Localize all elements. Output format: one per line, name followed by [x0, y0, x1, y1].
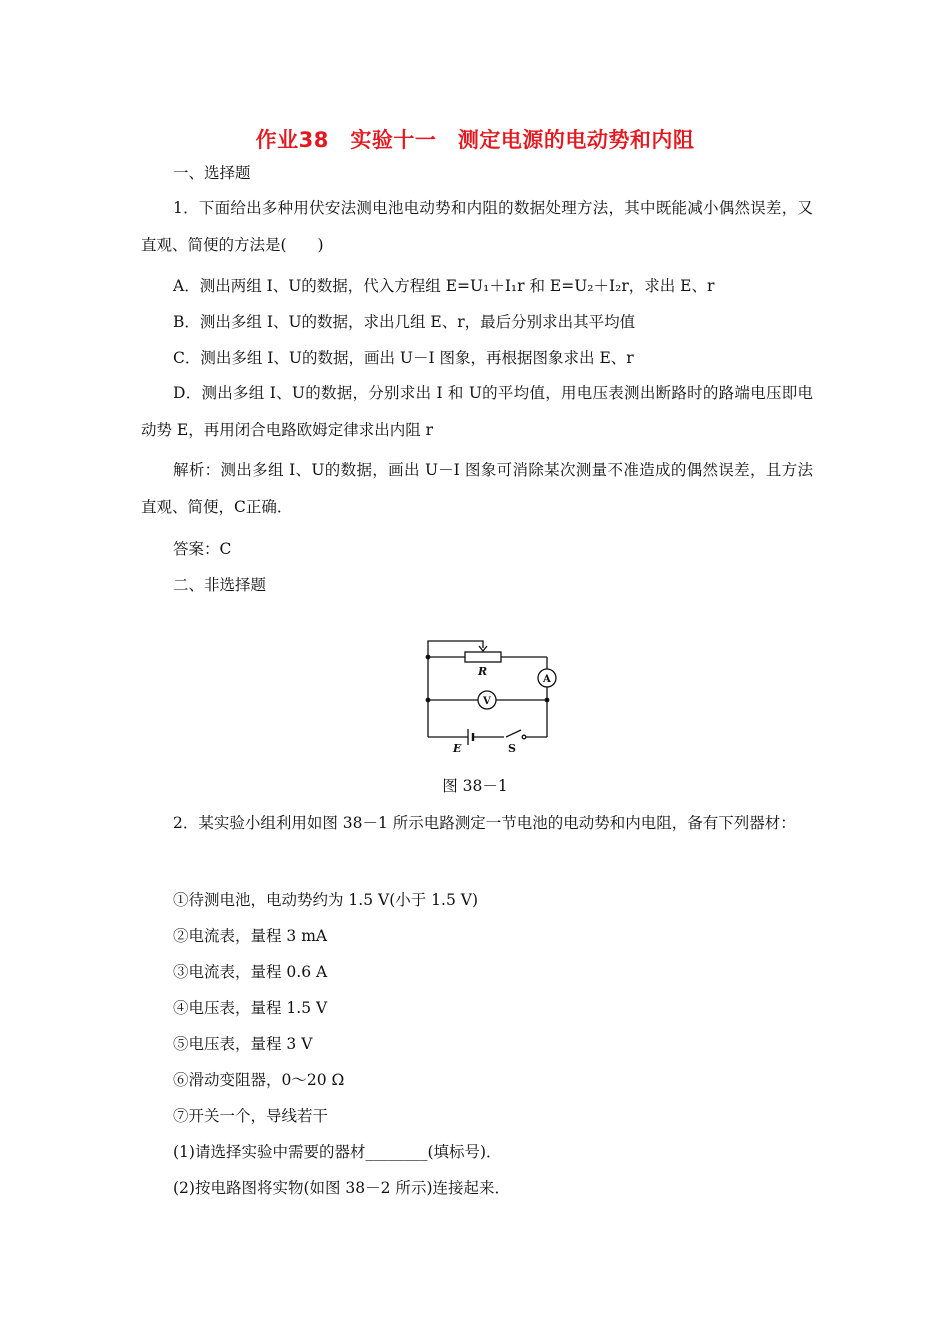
- section-heading-choice: 一、选择题: [173, 164, 251, 182]
- circuit-diagram: [420, 635, 570, 755]
- label-e: E: [453, 742, 462, 755]
- sub-question-2: (2)按电路图将实物(如图 38－2 所示)连接起来．: [173, 1179, 510, 1197]
- junction-dot: [426, 655, 431, 660]
- section-heading-nonchoice: 二、非选择题: [173, 576, 267, 594]
- rheostat-slider: [428, 641, 483, 657]
- label-a: A: [543, 674, 551, 685]
- option-d: D．测出多组 I、U的数据，分别求出 I 和 U的平均值，用电压表测出断路时的路端电压即电动势 E，再用闭合电路欧姆定律求出内阻 r: [141, 384, 813, 439]
- question-1-stem: 1．下面给出多种用伏安法测电池电动势和内阻的数据处理方法，其中既能减小偶然误差，又直观、简便的方法是( ): [141, 199, 813, 254]
- item-6: ⑥滑动变阻器，0～20 Ω: [173, 1071, 345, 1089]
- label-r: R: [478, 665, 488, 678]
- rheostat-body: [465, 652, 501, 662]
- item-7: ⑦开关一个，导线若干: [173, 1107, 329, 1125]
- junction-dot: [545, 698, 550, 703]
- option-b: B．测出多组 I、U的数据，求出几组 E、r，最后分别求出其平均值: [173, 313, 636, 331]
- item-2: ②电流表，量程 3 mA: [173, 927, 328, 945]
- option-c: C．测出多组 I、U的数据，画出 U－I 图象，再根据图象求出 E、r: [173, 349, 634, 367]
- answer: 答案：C: [173, 540, 232, 558]
- analysis: 解析：测出多组 I、U的数据，画出 U－I 图象可消除某次测量不准造成的偶然误差，且方法直观、简便，C正确．: [141, 461, 813, 516]
- switch-blade: [506, 730, 521, 737]
- item-1: ①待测电池，电动势约为 1.5 V(小于 1.5 V): [173, 891, 478, 909]
- question-2-stem: 2．某实验小组利用如图 38－1 所示电路测定一节电池的电动势和内电阻，备有下列器材：: [173, 814, 796, 832]
- switch-contact: [522, 735, 526, 739]
- label-v: V: [483, 696, 491, 707]
- page-title: 作业38 实验十一 测定电源的电动势和内阻: [255, 128, 695, 152]
- item-3: ③电流表，量程 0.6 A: [173, 963, 328, 981]
- sub-question-1: (1)请选择实验中需要的器材________(填标号)．: [173, 1143, 502, 1161]
- item-5: ⑤电压表，量程 3 V: [173, 1035, 313, 1053]
- label-s: S: [508, 742, 516, 755]
- item-4: ④电压表，量程 1.5 V: [173, 999, 328, 1017]
- option-a: A．测出两组 I、U的数据，代入方程组 E=U₁＋I₁r 和 E=U₂＋I₂r，求出 E、r: [173, 277, 715, 295]
- junction-dot: [426, 698, 431, 703]
- figure-caption: 图 38－1: [442, 777, 508, 795]
